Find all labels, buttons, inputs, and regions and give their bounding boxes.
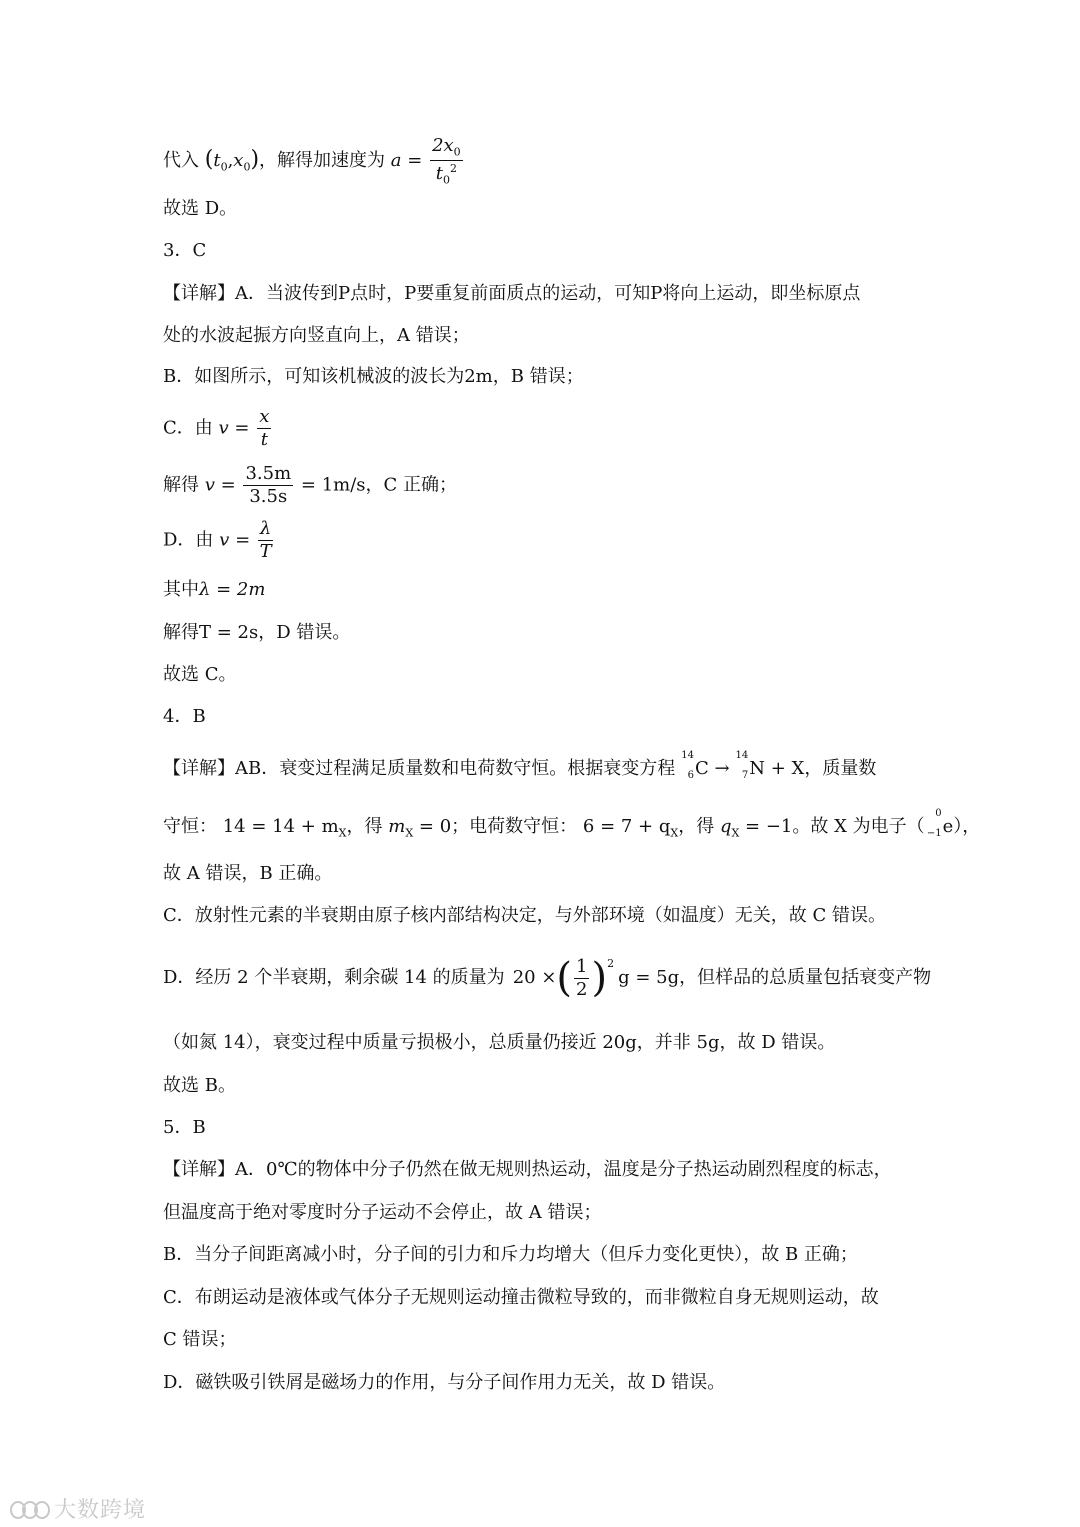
text: ，D 错误。 [258, 622, 351, 643]
text: ，得 [678, 816, 715, 837]
fraction-speed [243, 465, 293, 506]
line-22: 【详解】A．0℃的物体中分子仍然在做无规则热运动，温度是分子热运动剧烈程度的标志， [163, 1159, 892, 1180]
text: ）， [953, 816, 981, 837]
mass-number: 0 [935, 808, 942, 819]
math-var: q [719, 816, 732, 837]
frac-den [430, 161, 463, 186]
watermark [10, 1493, 146, 1524]
line-3: 3．C [163, 240, 207, 261]
line-8 [163, 465, 457, 506]
math-var: 2x [432, 135, 454, 156]
text: 解得 [163, 474, 199, 496]
nuclide-c14 [681, 750, 695, 781]
frac-den: 3.5s [249, 486, 288, 507]
line-15 [163, 808, 981, 840]
line-24: B．当分子间距离减小时，分子间的引力和斥力均增大（但斥力变化更快），故 B 正确； [163, 1244, 858, 1265]
text: ；电荷数守恒： [451, 816, 578, 837]
line-23: 但温度高于绝对零度时分子运动不会停止，故 A 错误； [163, 1202, 602, 1223]
math-sub: 0 [243, 160, 251, 174]
line-14 [163, 750, 877, 781]
arrow: → [708, 758, 736, 779]
math-var: x [233, 150, 244, 172]
math-a: a = [390, 150, 423, 172]
math-mass-eq: 14 = 14 + m [222, 816, 339, 837]
frac-num: λ [259, 518, 272, 539]
line-27: D．磁铁吸引铁屑是磁场力的作用，与分子间作用力无关，故 D 错误。 [163, 1372, 726, 1393]
math-var: t [435, 162, 443, 184]
math-t0x0: ( [204, 147, 214, 173]
text: ，但样品的总质量包括衰变产物 [679, 967, 932, 988]
watermark-logo-icon [10, 1498, 50, 1520]
line-2: 故选 D。 [163, 198, 238, 219]
frac-den: T [259, 541, 272, 562]
text: D．由 [163, 529, 214, 551]
atomic-number: 6 [687, 770, 694, 781]
line-17: C．放射性元素的半衰期由原子核内部结构决定，与外部环境（如温度）无关，故 C 错误。 [163, 905, 886, 926]
math-paren: ) [250, 147, 260, 173]
line-12: 故选 C。 [163, 664, 237, 685]
math-T: T = 2s [199, 622, 259, 643]
math-v: v = [204, 474, 236, 496]
line-11 [163, 624, 350, 642]
math-sub: 0 [220, 160, 228, 174]
math-charge-eq: 6 = 7 + q [582, 816, 671, 837]
watermark-text: 大数跨境 [54, 1498, 147, 1523]
math-v: v = [218, 417, 250, 439]
mass-number: 14 [681, 750, 694, 761]
text: ，解得加速度为 [259, 150, 386, 172]
fraction-lambda-T [258, 520, 273, 561]
math-sub: X [731, 826, 740, 840]
line-10 [163, 581, 265, 599]
fraction-x-t [257, 408, 271, 449]
text: ，B 错误； [492, 366, 584, 387]
math-v: v = [219, 529, 251, 551]
math-lambda: λ = 2m [199, 579, 266, 600]
element-symbol: C [694, 758, 709, 779]
math-term: 20 × [512, 967, 557, 988]
math-sub: X [670, 826, 679, 840]
math-result: = 0 [413, 816, 452, 837]
frac-den: t [260, 429, 268, 450]
frac-num: x [259, 406, 270, 427]
math-var: m [388, 816, 406, 837]
line-25: C．布朗运动是液体或气体分子无规则运动撞击微粒导致的，而非微粒自身无规则运动，故 [163, 1287, 879, 1308]
element-symbol: N [749, 758, 766, 779]
text: 其中 [163, 579, 199, 600]
text: D．经历 2 个半衰期，剩余碳 14 的质量为 [163, 967, 505, 988]
math-result: g = 5g [618, 967, 680, 988]
line-19: （如氮 14），衰变过程中质量亏损极小，总质量仍接近 20g，并非 5g，故 D 错误。 [163, 1032, 836, 1053]
frac-den: 2 [576, 978, 588, 1000]
text: 代入 [163, 150, 199, 172]
text: 【详解】AB．衰变过程满足质量数和电荷数守恒。根据衰变方程 [163, 758, 676, 779]
line-18 [163, 955, 932, 1001]
frac-num: 1 [576, 955, 588, 977]
left-paren: ( [556, 955, 573, 1001]
math-var: t [213, 150, 221, 172]
element-symbol: e [942, 816, 954, 837]
frac-num [430, 137, 463, 161]
line-20: 故选 B。 [163, 1075, 236, 1096]
math-sup: 2 [607, 957, 615, 970]
text: 守恒： [163, 816, 217, 837]
text: ，得 [346, 816, 383, 837]
math-sup: 2 [449, 161, 457, 175]
fraction-acceleration [430, 137, 463, 185]
line-9 [163, 520, 275, 561]
line-4: 【详解】A．当波传到P点时，P要重复前面质点的运动，可知P将向上运动，即坐标原点 [163, 283, 861, 304]
charge-number: −1 [926, 828, 942, 839]
math-sub: 0 [453, 145, 461, 159]
atomic-number: 7 [741, 770, 749, 781]
text: ，质量数 [804, 758, 877, 779]
line-21: 5．B [163, 1117, 206, 1138]
fraction-half [574, 955, 589, 1000]
text: B．如图所示，可知该机械波的波长为 [163, 366, 465, 387]
math-term: + X [765, 758, 805, 779]
line-26: C 错误； [163, 1329, 237, 1350]
math-value: 2m [464, 366, 493, 387]
nuclide-electron [925, 808, 943, 839]
math-result: = 1m/s [300, 474, 366, 496]
line-6 [163, 368, 584, 386]
nuclide-n14 [735, 750, 749, 781]
math-result: = −1 [739, 816, 793, 837]
frac-num: 3.5m [245, 463, 292, 484]
mass-number: 14 [735, 750, 749, 761]
math-sub: X [338, 826, 347, 840]
math-sub: X [405, 826, 414, 840]
text: ，C 正确； [365, 474, 458, 496]
line-5: 处的水波起振方向竖直向上，A 错误； [163, 325, 470, 346]
text: 。故 X 为电子（ [792, 816, 925, 837]
text: 解得 [163, 622, 199, 643]
right-paren: ) [591, 955, 608, 1001]
line-16: 故 A 错误，B 正确。 [163, 863, 333, 884]
math-sub: 0 [442, 173, 450, 187]
line-13: 4．B [163, 706, 206, 727]
line-7 [163, 408, 273, 449]
text: C．由 [163, 417, 213, 439]
line-1: 代入 $(t_0,x_0)$，解得加速度为 a = $\frac{2x_0}{t_0^2}$ [163, 135, 461, 187]
